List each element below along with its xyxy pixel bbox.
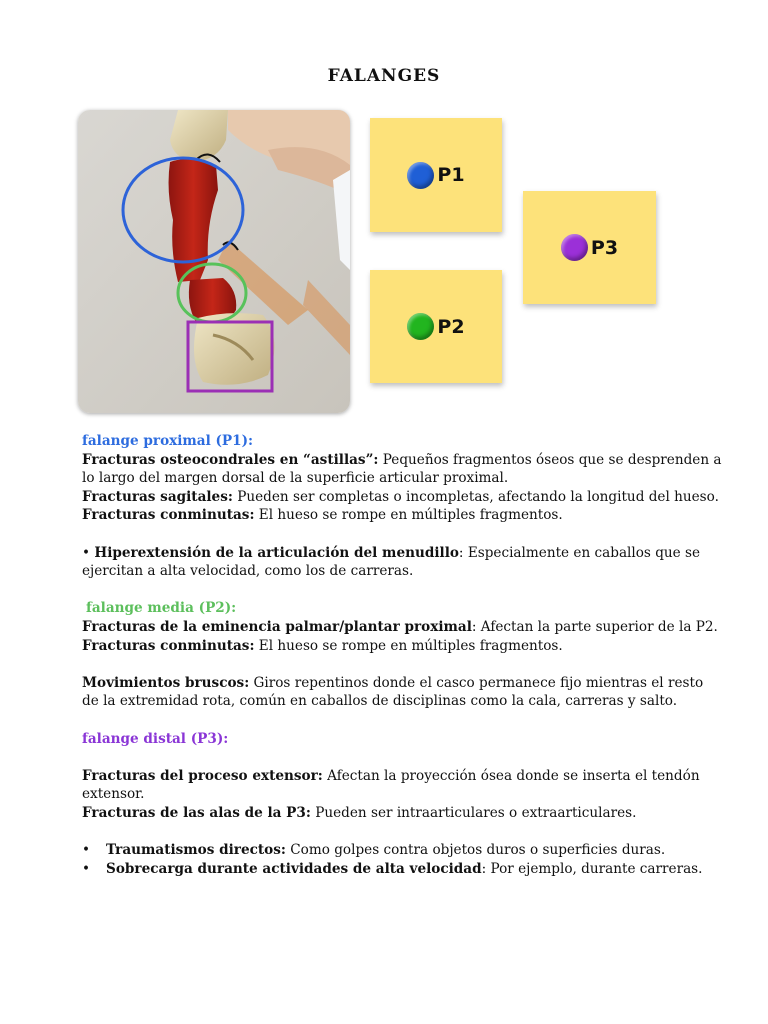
note-p1-label: P1 <box>437 164 465 186</box>
bone-photo <box>78 110 350 413</box>
p1-cause: • Hiperextensión de la articulación del menudillo: Especialmente en caballos que se ejercitan a alta velocidad, como los de carreras. <box>82 544 701 580</box>
green-dot-icon <box>407 313 434 340</box>
blue-dot-icon <box>407 162 434 189</box>
note-p1 <box>370 118 502 232</box>
p1-item: Fracturas osteocondrales en “astillas”: Pequeños fragmentos óseos que se desprenden a lo largo del margen dorsal de la superficie articular proximal. <box>82 451 722 487</box>
section-heading-p3: falange distal (P3): <box>82 730 229 747</box>
page-title: FALANGES <box>327 66 441 86</box>
note-p2-label: P2 <box>437 315 465 338</box>
note-p3 <box>523 191 656 304</box>
note-p3-label: P3 <box>590 236 619 259</box>
p3-item: Fracturas de las alas de la P3: Pueden ser intraarticulares o extraarticulares. <box>82 804 637 821</box>
p2-item: Fracturas conminutas: El hueso se rompe en múltiples fragmentos. <box>82 637 563 654</box>
purple-dot-icon <box>561 234 588 261</box>
p2-cause: Movimientos bruscos: Giros repentinos donde el casco permanece fijo mientras el resto de la extremidad rota, común en caballos de disciplinas como la cala, carreras y salto. <box>82 674 704 710</box>
p3-item: Fracturas del proceso extensor: Afectan la proyección ósea donde se inserta el tendón extensor. <box>82 767 700 803</box>
section-heading-p2: falange media (P2): <box>86 600 237 617</box>
p2-item: Fracturas de la eminencia palmar/plantar proximal: Afectan la parte superior de la P2. <box>82 618 718 635</box>
p3-cause: • Sobrecarga durante actividades de alta velocidad: Por ejemplo, durante carreras. <box>82 860 703 877</box>
p1-item: Fracturas sagitales: Pueden ser completas o incompletas, afectando la longitud del hueso. <box>82 488 719 505</box>
document-body <box>82 432 722 878</box>
section-heading-p1: falange proximal (P1): <box>82 433 254 449</box>
p1-item: Fracturas conminutas: El hueso se rompe en múltiples fragmentos. <box>82 507 563 524</box>
note-p2 <box>370 270 502 383</box>
p3-cause: • Traumatismos directos: Como golpes contra objetos duros o superficies duras. <box>82 842 666 859</box>
